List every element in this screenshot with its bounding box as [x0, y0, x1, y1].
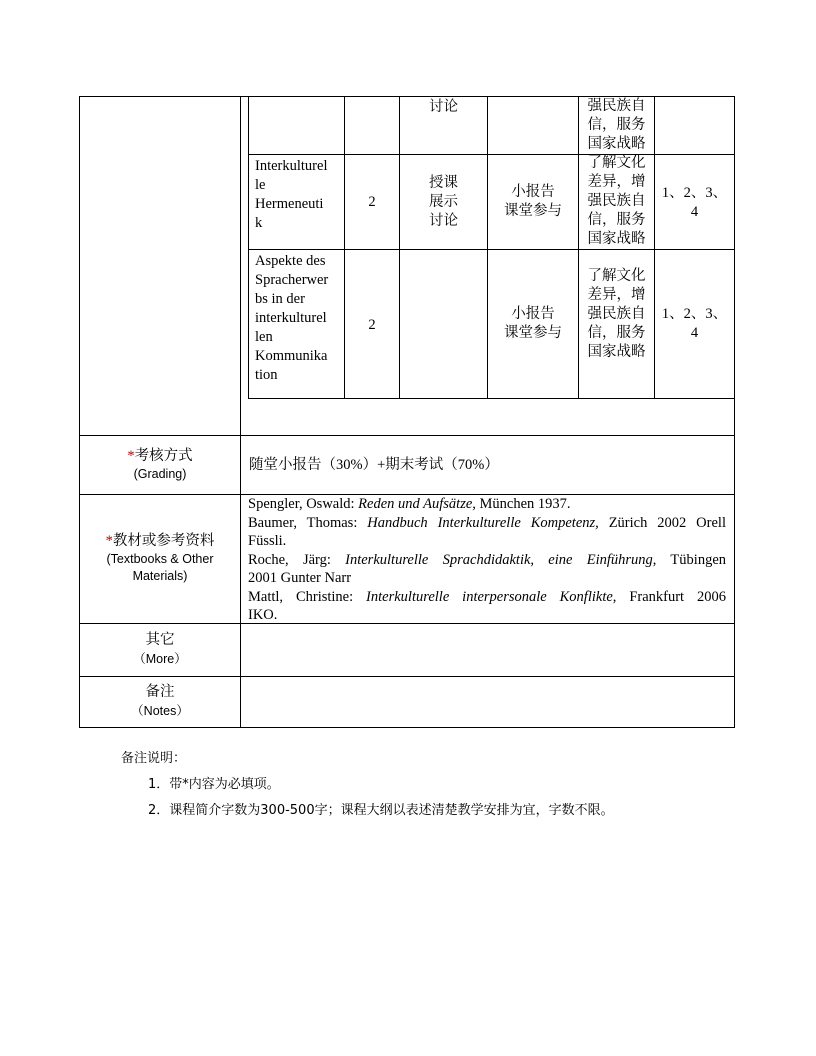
- row2-name: Aspekte des Spracherwer bs in der interkulturel len Kommunika tion: [255, 253, 329, 383]
- ref-publication: , Frankfurt 2006: [612, 588, 726, 605]
- table-border-bottom: [79, 727, 735, 728]
- grading-label: [80, 447, 240, 466]
- footnote-title: 备注说明：: [121, 751, 187, 766]
- textbooks-label-en: (Textbooks & Other Materials): [106, 552, 214, 583]
- table-col-divider: [240, 96, 241, 728]
- ref-publication: , Tübingen: [652, 551, 727, 568]
- reference-4: [248, 588, 726, 607]
- reference-2: [248, 514, 726, 533]
- textbooks-label-text: 教材或参考资料: [112, 533, 215, 549]
- reference-3-cont: 2001 Gunter Narr: [248, 570, 352, 586]
- ref-publication: , München 1937.: [472, 496, 571, 512]
- reference-1: [248, 495, 726, 514]
- row0-objective: 强民族自 信，服务 国家战略: [587, 98, 646, 152]
- ref-author: Spengler, Oswald:: [248, 496, 359, 512]
- footnote-item: 2．课程简介字数为300-500字；课程大纲以表述清楚教学安排为宜，字数不限。: [148, 803, 614, 818]
- grading-value: 随堂小报告（30%）+期末考试（70%）: [249, 457, 499, 473]
- nested-col-line: [654, 96, 655, 399]
- row2-assessment: 小报告 课堂参与: [504, 306, 562, 341]
- textbooks-label: [80, 532, 240, 551]
- nested-row-line: [248, 398, 734, 399]
- ref-author: Mattl, Christine:: [248, 588, 367, 605]
- required-mark: *: [127, 448, 135, 464]
- ref-title: Handbuch Interkulturelle Kompetenz,: [367, 514, 599, 531]
- nested-col-line: [399, 96, 400, 399]
- grading-label-en: (Grading): [133, 467, 187, 481]
- row0-method: 讨论: [429, 99, 458, 115]
- remarks-label: 备注: [145, 684, 175, 700]
- nested-col-line: [487, 96, 488, 399]
- ref-publication: Zürich 2002 Orell: [598, 514, 726, 531]
- row1-goals: 1、2、3、 4: [661, 185, 728, 220]
- table-row-line: [79, 676, 735, 677]
- nested-row-line: [248, 154, 734, 155]
- reference-3: [248, 551, 726, 570]
- ref-title: Interkulturelle interpersonale Konflikte: [366, 588, 613, 605]
- reference-4-cont: IKO.: [248, 607, 278, 623]
- row1-objective: 了解文化 差异，增 强民族自 信，服务 国家战略: [587, 155, 646, 247]
- remarks-label-en: （Notes）: [131, 704, 189, 718]
- grading-label-text: 考核方式: [134, 448, 193, 464]
- row1-hours: 2: [368, 194, 376, 210]
- ref-title: Reden und Aufsätze: [358, 496, 473, 512]
- table-row-line: [79, 435, 735, 436]
- reference-2-cont: Füssli.: [248, 533, 287, 549]
- more-label: 其它: [145, 632, 175, 648]
- nested-row-line: [248, 249, 734, 250]
- ref-author: Baumer, Thomas:: [248, 514, 368, 531]
- row1-method: 授课 展示 讨论: [429, 175, 458, 229]
- row1-name: Interkulturel le Hermeneuti k: [255, 158, 328, 231]
- ref-title: Interkulturelle Sprachdidaktik, eine Einführung: [345, 551, 653, 568]
- ref-author: Roche, Järg:: [248, 551, 346, 568]
- row2-goals: 1、2、3、 4: [661, 306, 728, 341]
- table-border-right: [734, 96, 735, 728]
- row2-hours: 2: [368, 317, 376, 333]
- nested-col-line: [248, 96, 249, 399]
- required-mark: *: [105, 533, 113, 549]
- more-label-en: （More）: [133, 652, 187, 666]
- row2-objective: 了解文化 差异，增 强民族自 信，服务 国家战略: [587, 268, 646, 360]
- row1-assessment: 小报告 课堂参与: [504, 184, 562, 219]
- footnote-item: 1．带*内容为必填项。: [148, 777, 280, 792]
